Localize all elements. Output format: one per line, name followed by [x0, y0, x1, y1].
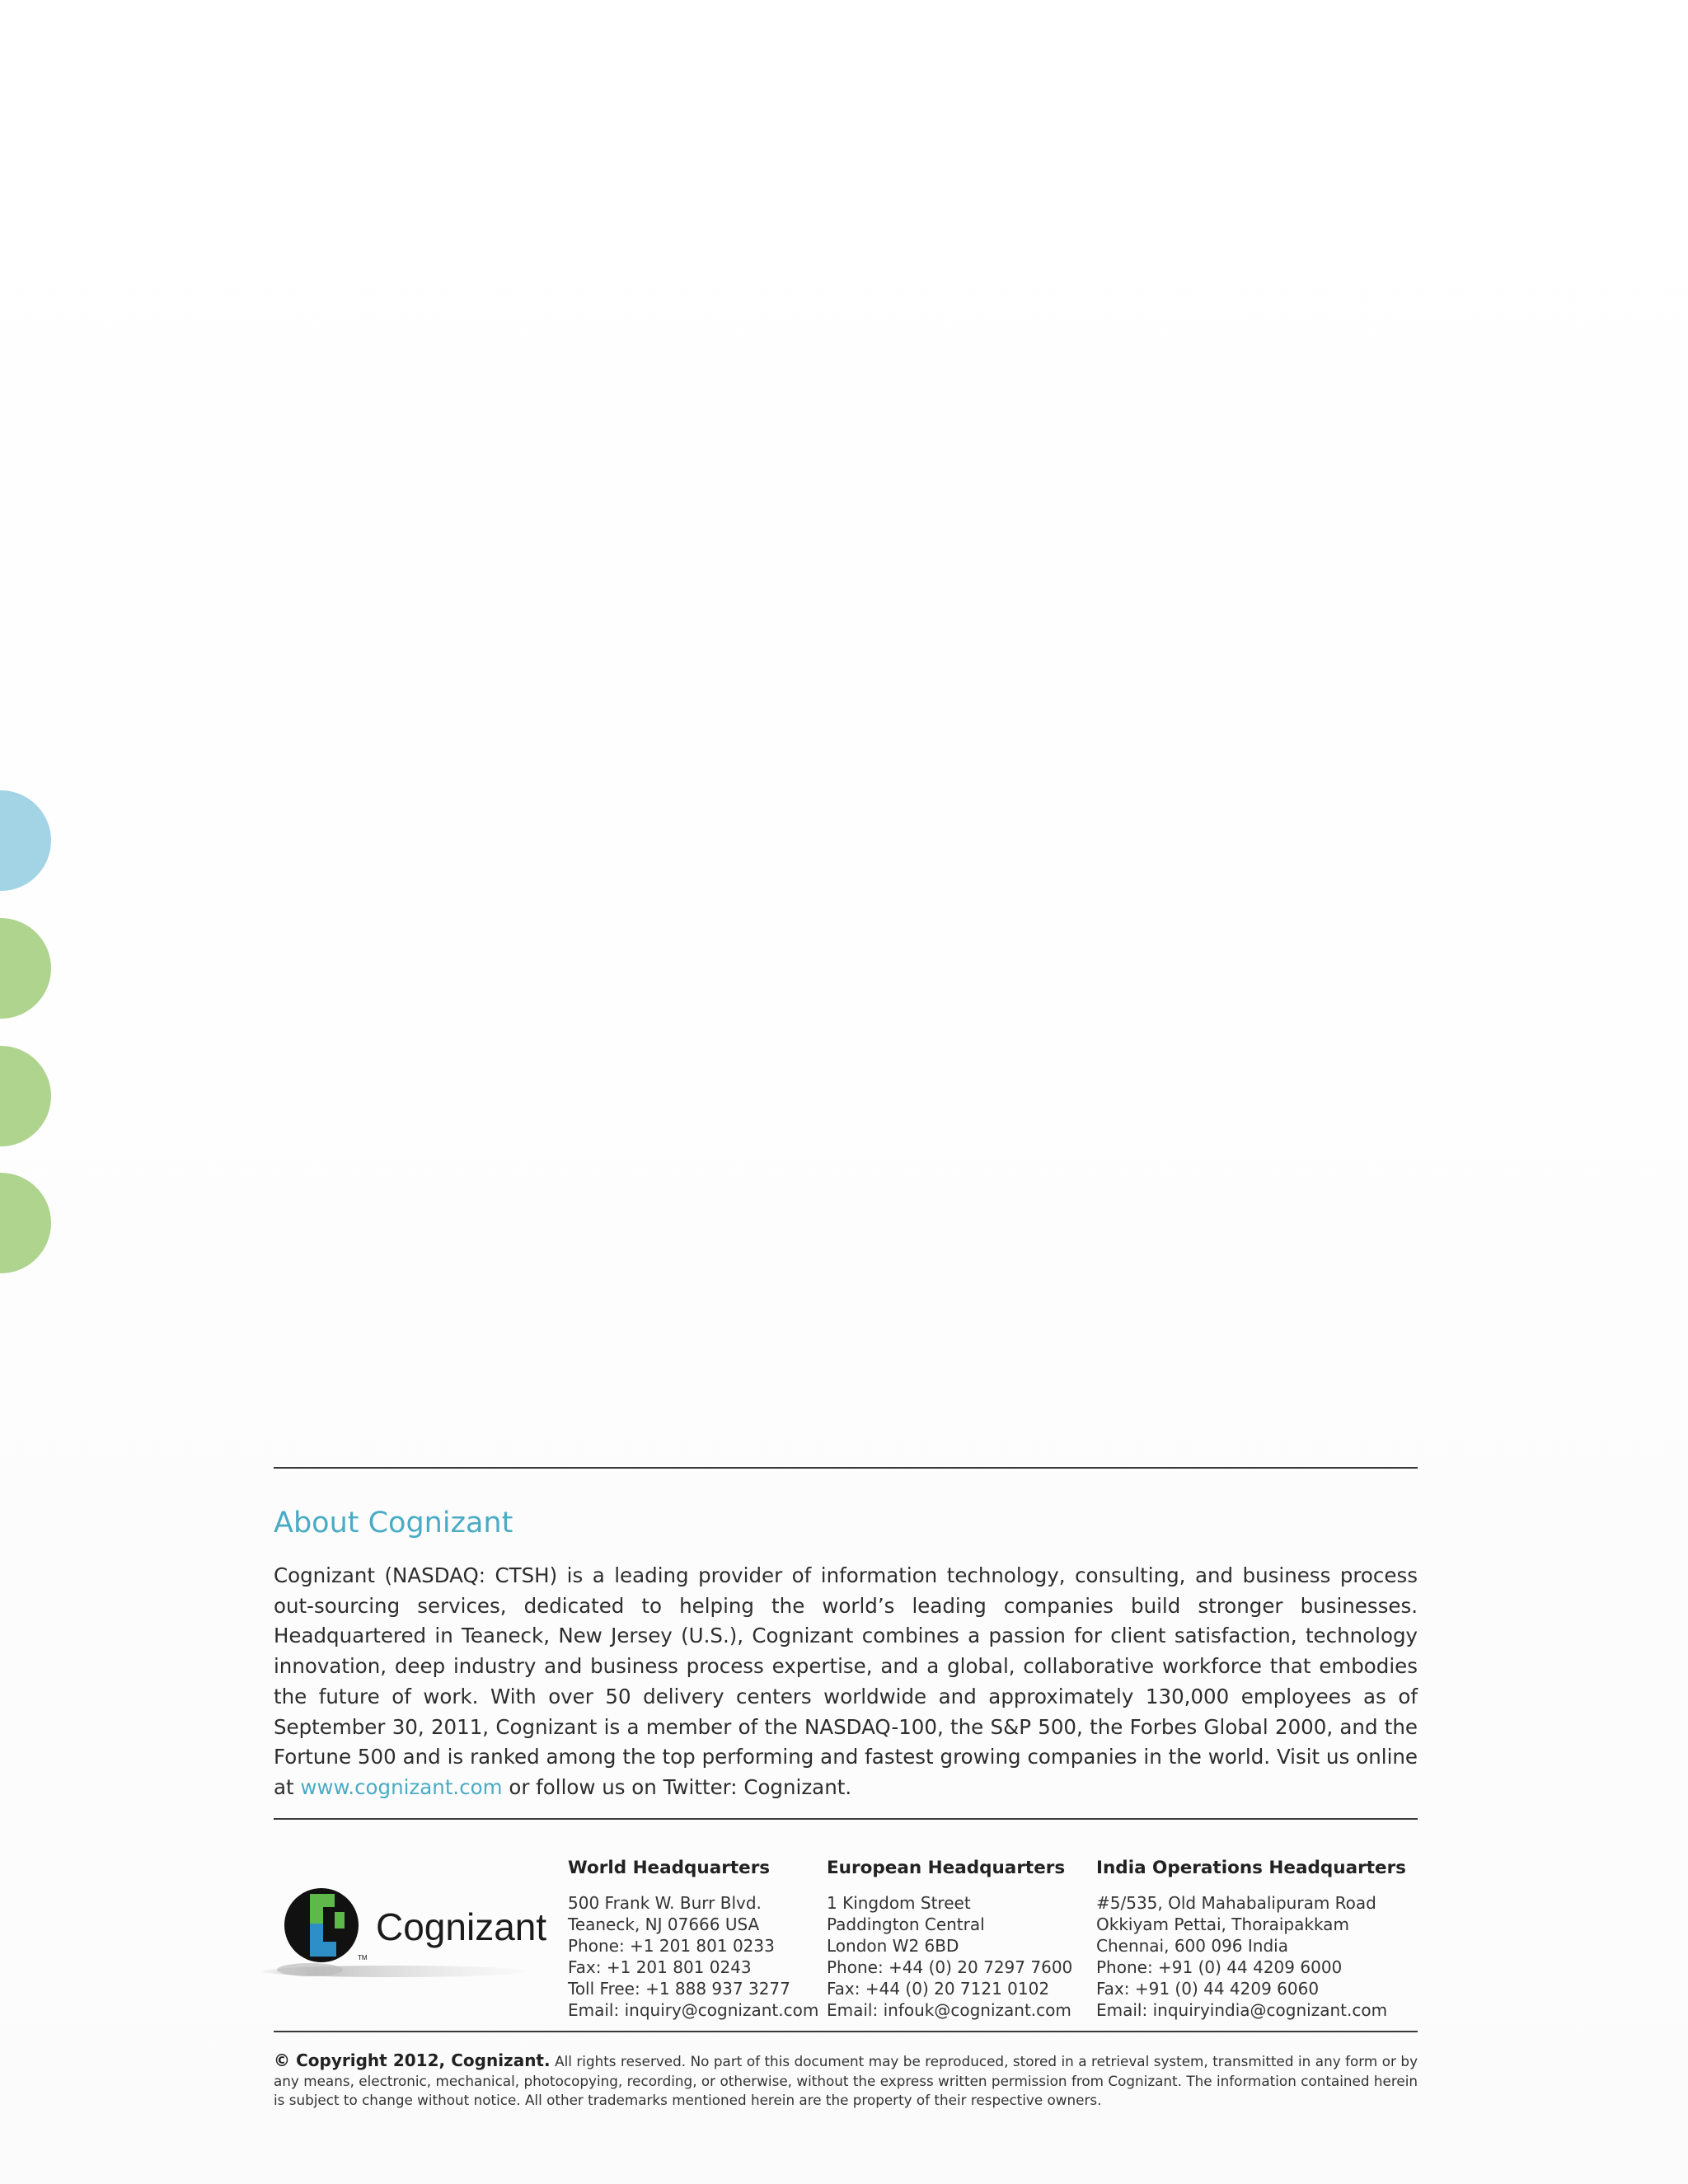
office-india-line: #5/535, Old Mahabalipuram Road [1096, 1893, 1376, 1913]
side-dot-blue [0, 790, 51, 891]
office-india-line: Phone: +91 (0) 44 4209 6000 [1096, 1957, 1343, 1977]
office-europe-title: European Headquarters [827, 1858, 1066, 1878]
office-europe-line: Phone: +44 (0) 20 7297 7600 [827, 1957, 1073, 1977]
cognizant-logo [262, 1879, 551, 1986]
office-europe-line: London W2 6BD [827, 1936, 959, 1956]
office-india-title: India Operations Headquarters [1096, 1858, 1406, 1878]
side-dot-green-2 [0, 1046, 51, 1146]
office-world-line: Phone: +1 201 801 0233 [568, 1936, 775, 1956]
copyright-lead: © Copyright 2012, Cognizant. [274, 2050, 551, 2070]
logo-mark-shadow [277, 1963, 343, 1976]
about-text-before-link: Cognizant (NASDAQ: CTSH) is a leading provider of information technology, consulting, and business process out-sourcing services, dedicated to helping the world’s leading companies build stronger businesses. Headquartered in Teaneck, New Jersey (U.S.), Cognizant combines a passion for client satisfaction, technology innovation, deep industry and business process expertise, and a global, collaborative workforce that embodies the future of work. With over 50 delivery centers worldwide and approximately 130,000 employees as of September 30, 2011, Cognizant is a member of the NASDAQ-100, the S&P 500, the Forbes Global 2000, and the Fortune 500 and is ranked among the top performing and fastest growing companies in the world. Visit us online at [274, 1563, 1418, 1799]
copyright-notice [274, 2051, 1418, 2111]
office-india-email[interactable]: Email: inquiryindia@cognizant.com [1096, 2000, 1388, 2020]
logo-wordmark: Cognizant [376, 1905, 547, 1948]
office-india [1096, 1856, 1406, 2021]
side-dot-green-1 [0, 918, 51, 1019]
office-world-line: 500 Frank W. Burr Blvd. [568, 1893, 762, 1913]
office-world-line: Fax: +1 201 801 0243 [568, 1957, 752, 1977]
office-india-line: Okkiyam Pettai, Thoraipakkam [1096, 1915, 1349, 1934]
middle-divider [274, 1818, 1418, 1820]
office-europe [827, 1856, 1072, 2021]
office-world-line: Toll Free: +1 888 937 3277 [568, 1979, 790, 1999]
about-body [274, 1561, 1418, 1803]
office-india-line: Fax: +91 (0) 44 4209 6060 [1096, 1979, 1320, 1999]
office-europe-email[interactable]: Email: infouk@cognizant.com [827, 2000, 1071, 2020]
office-world-title: World Headquarters [568, 1858, 771, 1878]
office-world [568, 1856, 818, 2021]
office-world-line: Teaneck, NJ 07666 USA [568, 1915, 760, 1934]
about-heading: About Cognizant [274, 1507, 513, 1540]
website-link[interactable]: www.cognizant.com [300, 1774, 503, 1799]
logo-mark-green-right [335, 1912, 345, 1929]
side-dot-green-3 [0, 1173, 51, 1273]
top-divider [274, 1467, 1418, 1469]
office-world-email[interactable]: Email: inquiry@cognizant.com [568, 2000, 819, 2020]
office-europe-line: Fax: +44 (0) 20 7121 0102 [827, 1979, 1050, 1999]
about-text-after-link: or follow us on Twitter: Cognizant. [502, 1774, 852, 1799]
logo-tm: TM [358, 1954, 368, 1961]
copyright-text: All rights reserved. No part of this document may be reproduced, stored in a retrieval system, transmitted in any form or by any means, electronic, mechanical, photocopying, recording, or otherwise, without the express written permission from Cognizant. The information contained herein is subject to change without notice. All other trademarks mentioned herein are the property of their respective owners. [274, 2053, 1418, 2108]
office-india-line: Chennai, 600 096 India [1096, 1936, 1288, 1956]
office-europe-line: 1 Kingdom Street [827, 1893, 971, 1913]
office-europe-line: Paddington Central [827, 1915, 985, 1934]
bottom-divider [274, 2031, 1418, 2032]
